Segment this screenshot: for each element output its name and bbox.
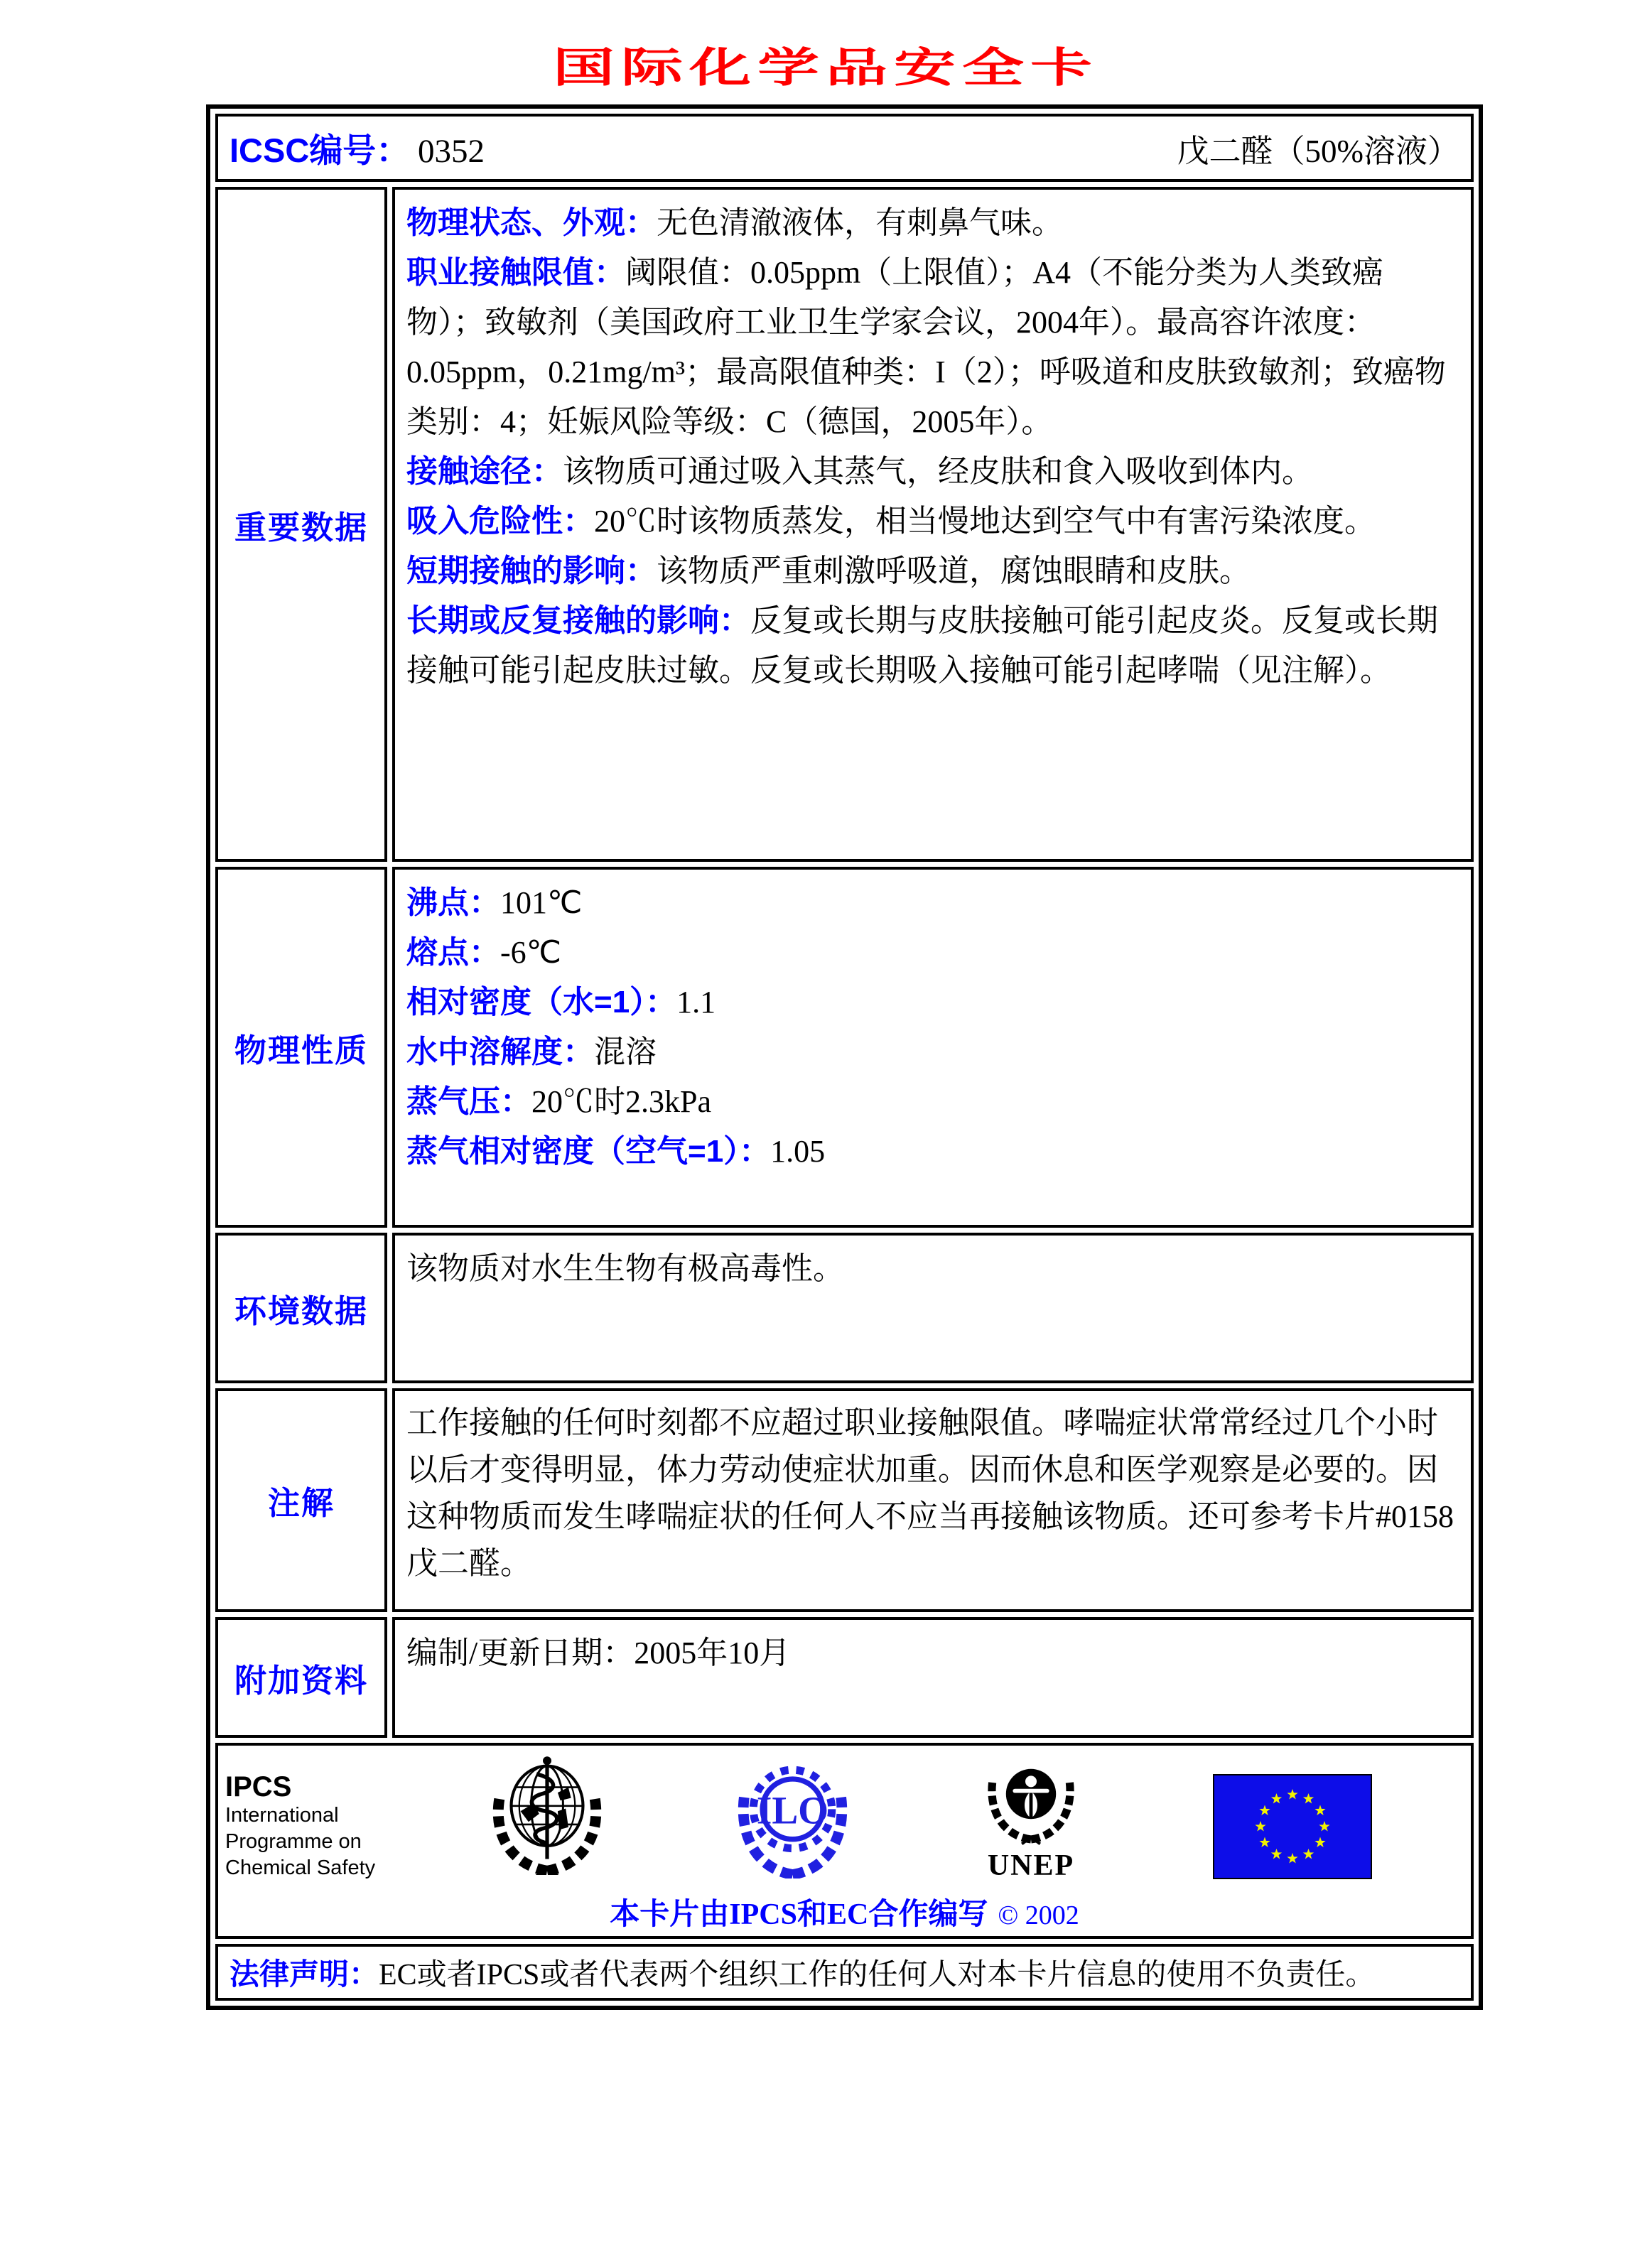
svg-text:ILO: ILO [756, 1788, 829, 1832]
substance-name: 戊二醛（50%溶液） [1177, 133, 1459, 169]
entry-long-term-effects: 长期或反复接触的影响：反复或长期与皮肤接触可能引起皮炎。反复或长期接触可能引起皮肤过敏。反复或长期吸入接触可能引起哮喘（见注解）。 [406, 603, 1438, 688]
logos-row [215, 1743, 1474, 1939]
ilo-emblem-icon [727, 1754, 858, 1882]
entry-relative-density: 相对密度（水=1）：1.1 [406, 985, 716, 1020]
ipcs-line-3: Chemical Safety [225, 1856, 376, 1879]
entry-water-solubility: 水中溶解度：混溶 [406, 1034, 657, 1069]
physical-properties-row [215, 867, 1474, 1228]
section-label-notes: 注解 [215, 1388, 387, 1612]
entry-boiling-point: 沸点：101℃ [406, 885, 583, 920]
ipcs-line-2: Programme on [225, 1830, 362, 1853]
icsc-number-value: 0352 [418, 132, 485, 170]
ipcs-text-block [225, 1771, 375, 1881]
physical-properties-content [392, 867, 1474, 1228]
cooperation-caption [218, 1891, 1471, 1933]
additional-info-row [215, 1617, 1474, 1738]
cooperation-caption-text: 本卡片由IPCS和EC合作编写 [610, 1898, 988, 1931]
environmental-data-content: 该物质对水生生物有极高毒性。 [392, 1233, 1474, 1383]
ipcs-line-1: International [225, 1804, 339, 1827]
section-label-important-data: 重要数据 [215, 187, 387, 862]
legal-notice-cell [215, 1944, 1474, 2001]
section-label-environmental-data: 环境数据 [215, 1233, 387, 1383]
entry-vapor-pressure: 蒸气压：20℃时2.3kPa [406, 1084, 711, 1119]
unep-logo-text: UNEP [987, 1849, 1075, 1882]
additional-info-content: 编制/更新日期：2005年10月 [392, 1617, 1474, 1738]
copyright-text: © 2002 [998, 1901, 1079, 1930]
who-emblem-icon [480, 1753, 615, 1879]
entry-occupational-limits: 职业接触限值：阈限值：0.05ppm（上限值）；A4（不能分类为人类致癌物）；致敏剂（美国政府工业卫生学家会议，2004年）。最高容许浓度：0.05ppm，0.21mg/m³；最高限值种类：I（2）；呼吸道和皮肤致敏剂；致癌物类别：4；妊娠风险等级：C（德国，2005年）。 [406, 255, 1446, 439]
important-data-row [215, 187, 1474, 862]
logos-cell [215, 1743, 1474, 1939]
section-label-physical-properties: 物理性质 [215, 867, 387, 1228]
entry-melting-point: 熔点：-6℃ [406, 935, 562, 970]
page-title [0, 34, 1652, 94]
entry-physical-state: 物理状态、外观：无色清澈液体，有刺鼻气味。 [406, 205, 1063, 240]
environmental-data-row [215, 1233, 1474, 1383]
entry-vapor-relative-density: 蒸气相对密度（空气=1）：1.05 [406, 1134, 826, 1169]
notes-content: 工作接触的任何时刻都不应超过职业接触限值。哮喘症状常常经过几个小时以后才变得明显，体力劳动使症状加重。因而休息和医学观察是必要的。因这种物质而发生哮喘症状的任何人不应当再接触该物质。还可参考卡片#0158 戊二醛。 [392, 1388, 1474, 1612]
icsc-card-table [206, 104, 1483, 2010]
entry-short-term-effects: 短期接触的影响：该物质严重刺激呼吸道，腐蚀眼睛和皮肤。 [406, 553, 1251, 588]
entry-inhalation-risk: 吸入危险性：20℃时该物质蒸发，相当慢地达到空气中有害污染浓度。 [406, 504, 1376, 539]
legal-row [215, 1944, 1474, 2001]
section-label-additional-info: 附加资料 [215, 1617, 387, 1738]
header-row [215, 114, 1474, 182]
icsc-number-group [230, 124, 485, 172]
unep-emblem-icon [968, 1753, 1094, 1883]
ipcs-acronym: IPCS [225, 1771, 292, 1802]
legal-notice-text: EC或者IPCS或者代表两个组织工作的任何人对本卡片信息的使用不负责任。 [379, 1959, 1376, 1991]
important-data-content [392, 187, 1474, 862]
card-header-cell [215, 114, 1474, 182]
legal-notice-label: 法律声明： [230, 1957, 379, 1991]
eu-flag-icon [1213, 1774, 1372, 1879]
notes-row [215, 1388, 1474, 1612]
entry-exposure-routes: 接触途径：该物质可通过吸入其蒸气，经皮肤和食入吸收到体内。 [406, 454, 1313, 489]
icsc-number-label: ICSC编号： [230, 131, 410, 169]
page-title-text: 国际化学品安全卡 [553, 45, 1099, 91]
